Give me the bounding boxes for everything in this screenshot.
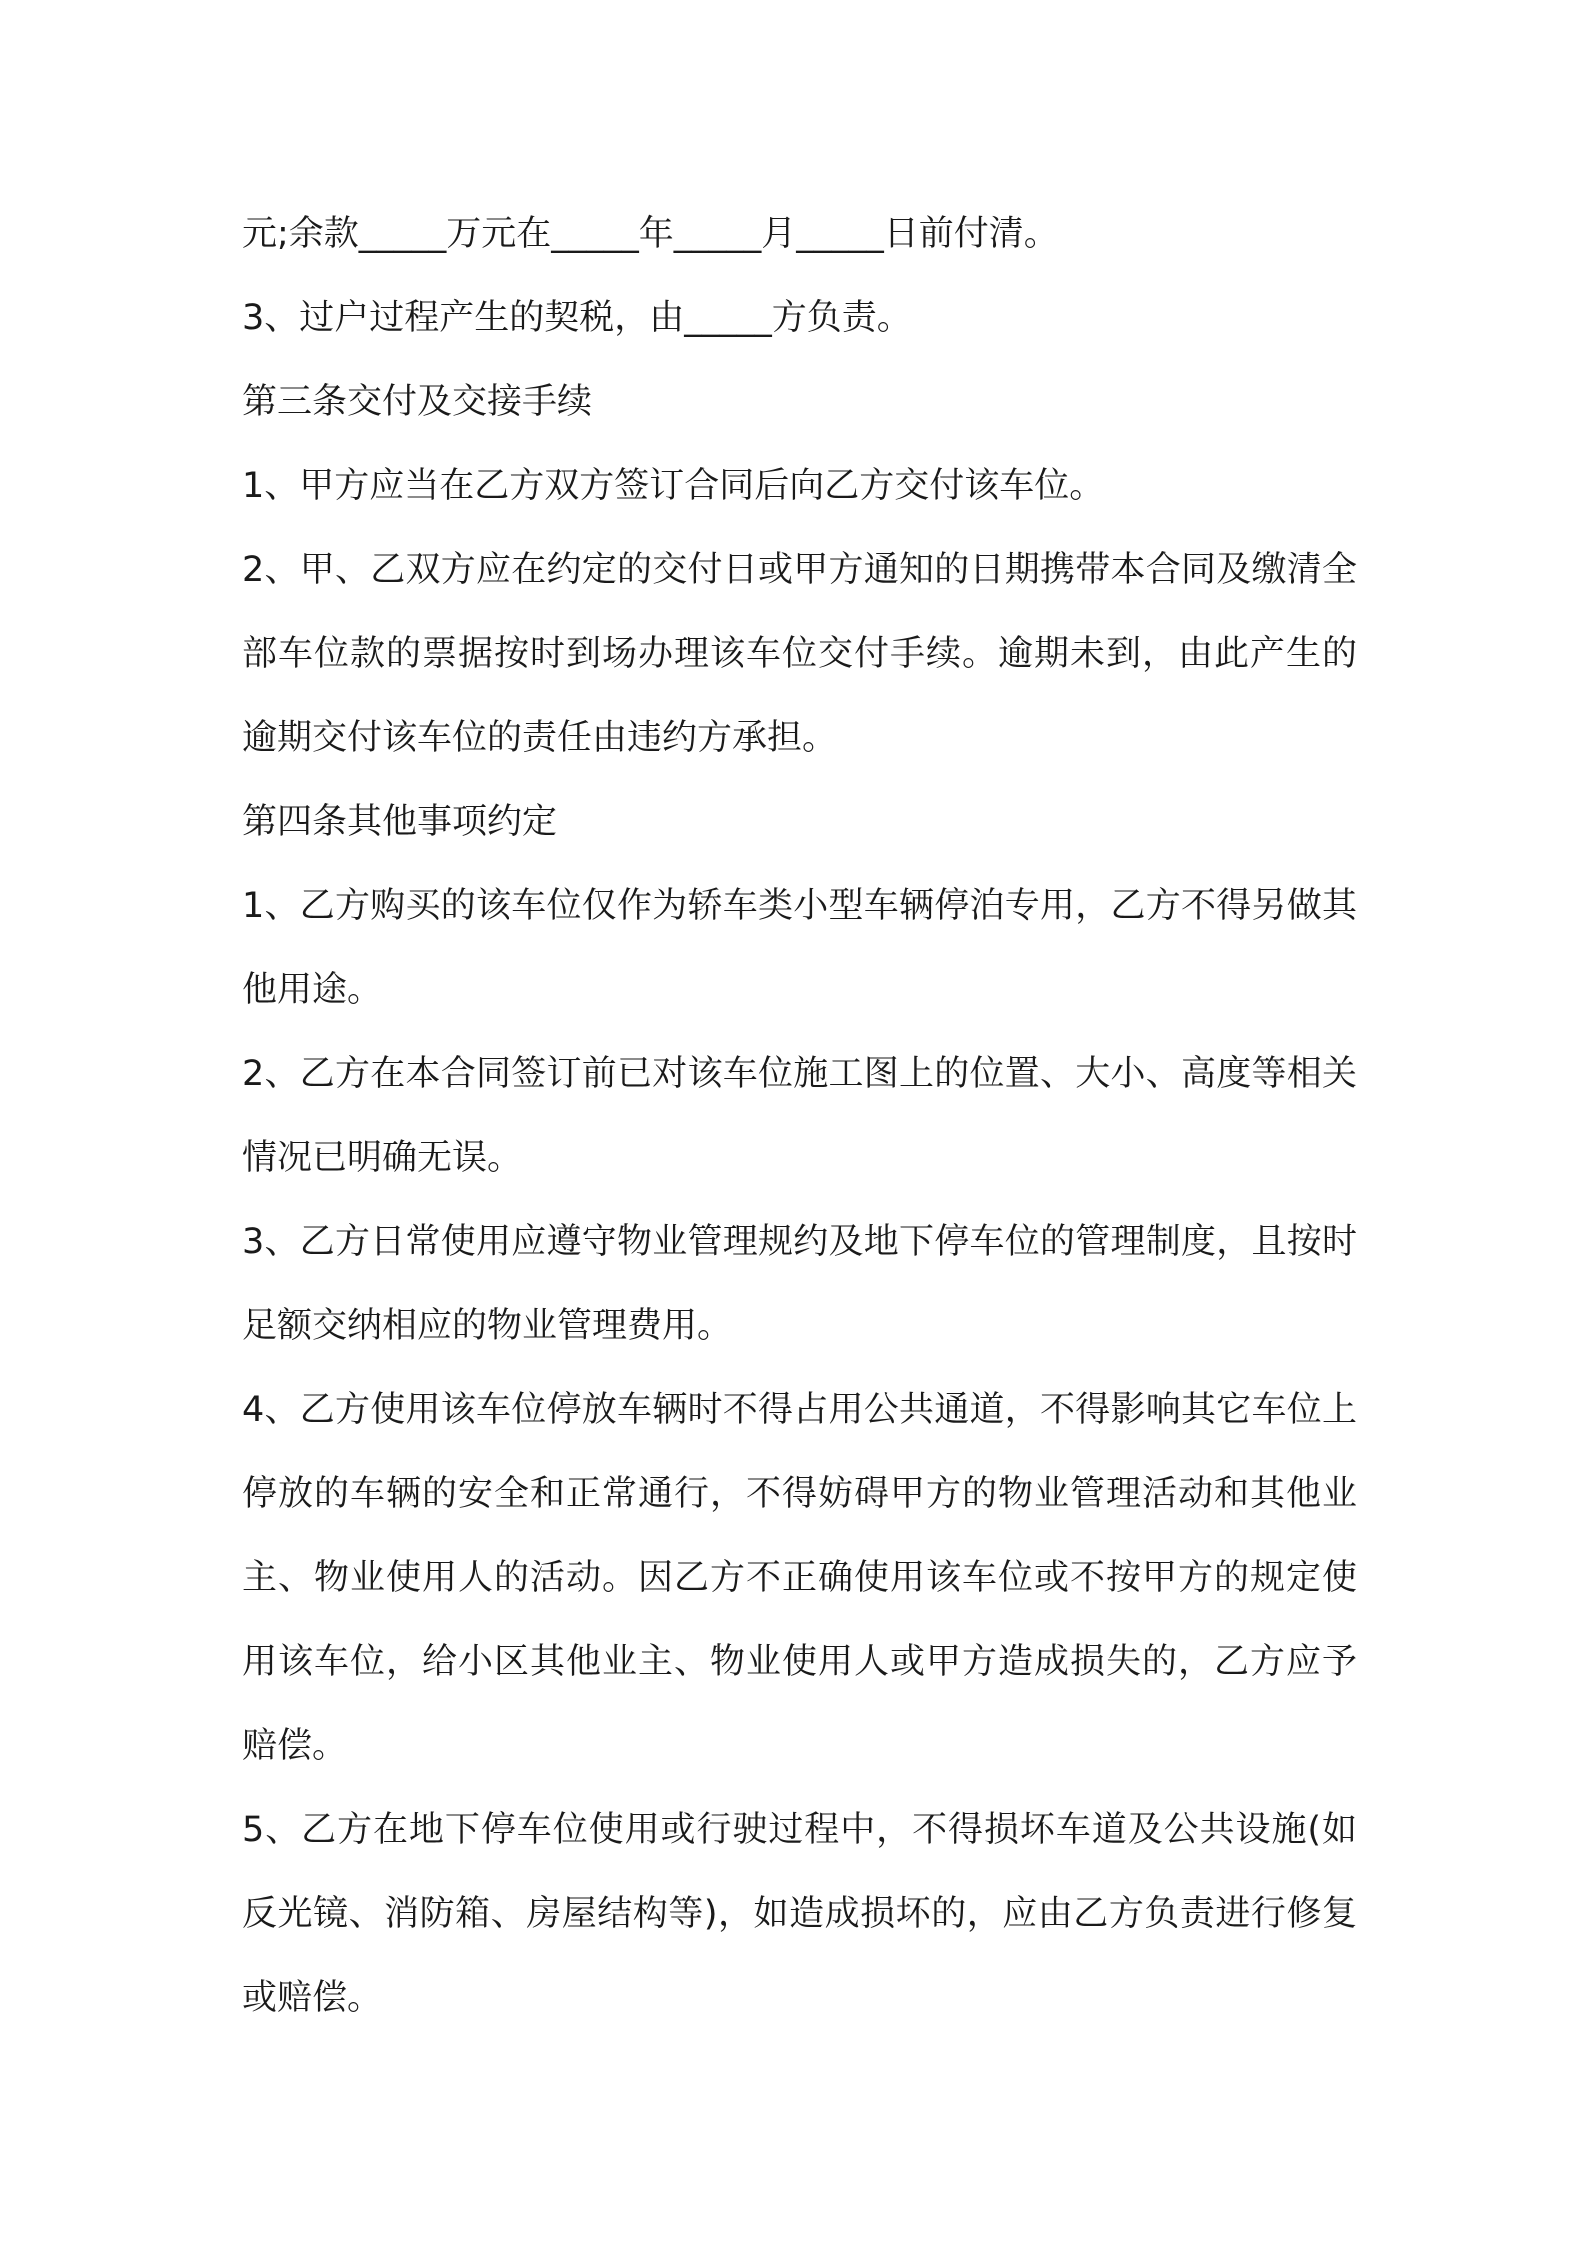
section-heading-article-3: 第三条交付及交接手续	[242, 382, 593, 422]
paragraph-balance-payment: 元;余款_____万元在_____年_____月_____日前付清。	[242, 214, 1059, 254]
paragraph-other-2: 2、乙方在本合同签订前已对该车位施工图上的位置、大小、高度等相关情况已明确无误。	[242, 1054, 1357, 1178]
paragraph-other-1: 1、乙方购买的该车位仅作为轿车类小型车辆停泊专用，乙方不得另做其他用途。	[242, 886, 1357, 1010]
paragraph-delivery-2: 2、甲、乙双方应在约定的交付日或甲方通知的日期携带本合同及缴清全部车位款的票据按时到场办理该车位交付手续。逾期未到，由此产生的逾期交付该车位的责任由违约方承担。	[242, 550, 1357, 758]
paragraph-deed-tax: 3、过户过程产生的契税，由_____方负责。	[242, 298, 912, 338]
paragraph-delivery-1: 1、甲方应当在乙方双方签订合同后向乙方交付该车位。	[242, 466, 1105, 506]
paragraph-other-3: 3、乙方日常使用应遵守物业管理规约及地下停车位的管理制度，且按时足额交纳相应的物业管理费用。	[242, 1222, 1357, 1346]
section-heading-article-4: 第四条其他事项约定	[242, 802, 558, 842]
paragraph-other-4: 4、乙方使用该车位停放车辆时不得占用公共通道，不得影响其它车位上停放的车辆的安全和正常通行，不得妨碍甲方的物业管理活动和其他业主、物业使用人的活动。因乙方不正确使用该车位或不按甲方的规定使用该车位，给小区其他业主、物业使用人或甲方造成损失的，乙方应予赔偿。	[242, 1390, 1357, 1766]
paragraph-other-5: 5、乙方在地下停车位使用或行驶过程中，不得损坏车道及公共设施(如反光镜、消防箱、房屋结构等)，如造成损坏的，应由乙方负责进行修复或赔偿。	[242, 1810, 1357, 2018]
document-body	[242, 192, 1357, 2040]
